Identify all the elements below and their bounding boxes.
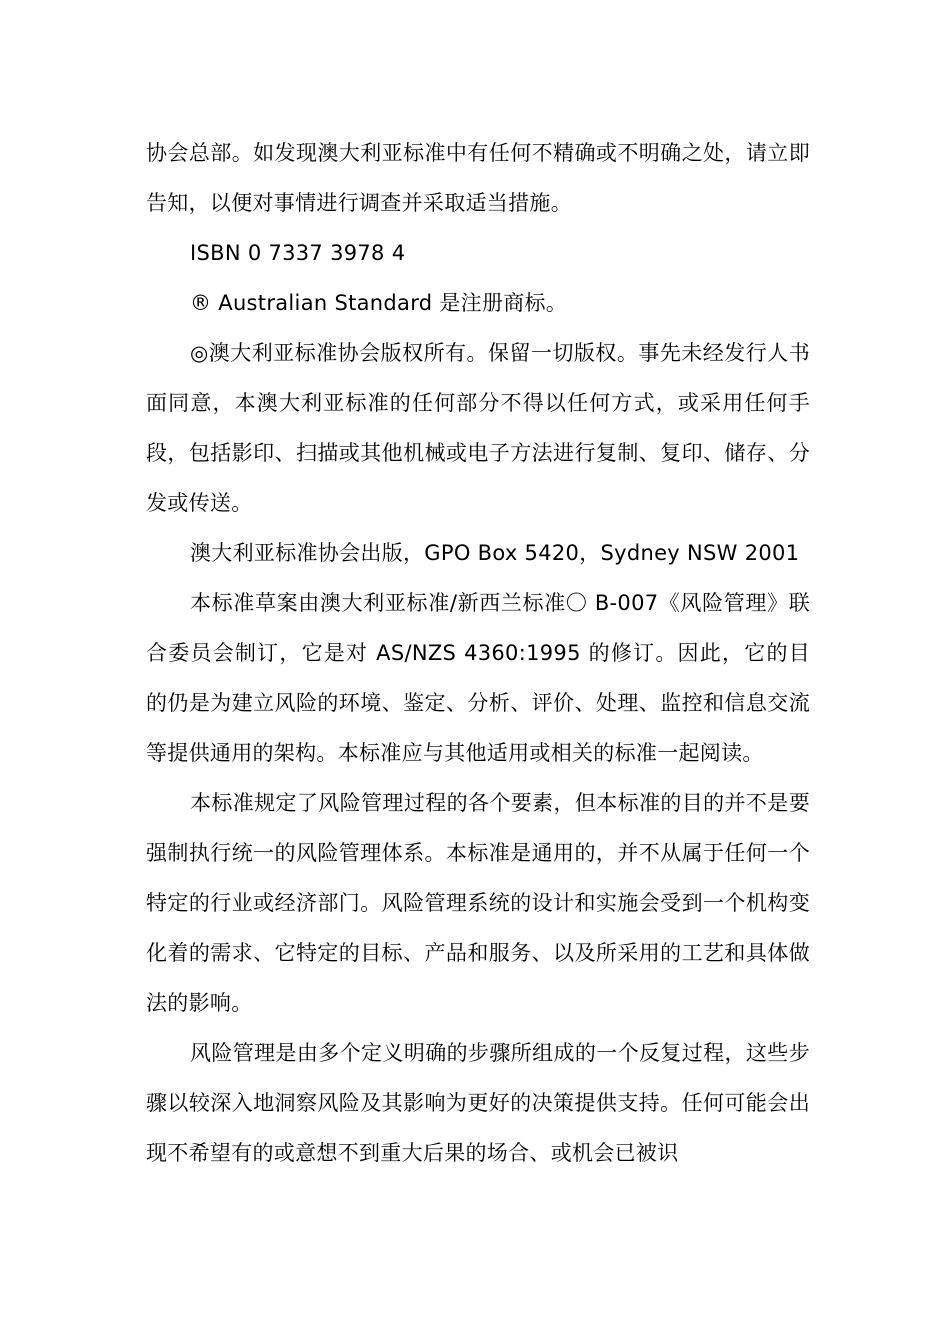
paragraph-process: 风险管理是由多个定义明确的步骤所组成的一个反复过程，这些步骤以较深入地洞察风险及其影响为更好的决策提供支持。任何可能会出现不希望有的或意想不到重大后果的场合、或机会已被识 [146, 1041, 810, 1165]
document-body [146, 128, 810, 1178]
paragraph-scope: 本标准规定了风险管理过程的各个要素，但本标准的目的并不是要强制执行统一的风险管理体系。本标准是通用的，并不从属于任何一个特定的行业或经济部门。风险管理系统的设计和实施会受到一个机构变化着的需求、它特定的目标、产品和服务、以及所采用的工艺和具体做法的影响。 [146, 791, 810, 1015]
paragraph-trademark: ® Australian Standard 是注册商标。 [190, 291, 568, 315]
paragraph-isbn: ISBN 0 7337 3978 4 [190, 241, 406, 265]
paragraph-preface: 本标准草案由澳大利亚标准/新西兰标准〇 B-007《风险管理》联合委员会制订，它是对 AS/NZS 4360:1995 的修订。因此，它的目的仍是为建立风险的环境、鉴定、分析、评价、处理、监控和信息交流等提供通用的架构。本标准应与其他适用或相关的标准一起阅读。 [146, 591, 810, 765]
paragraph-continuation: 协会总部。如发现澳大利亚标准中有任何不精确或不明确之处，请立即告知，以便对事情进行调查并采取适当措施。 [146, 141, 810, 215]
paragraph-publisher: 澳大利亚标准协会出版，GPO Box 5420，Sydney NSW 2001 [190, 541, 800, 565]
paragraph-copyright: ◎澳大利亚标准协会版权所有。保留一切版权。事先未经发行人书面同意，本澳大利亚标准的任何部分不得以任何方式，或采用任何手段，包括影印、扫描或其他机械或电子方法进行复制、复印、储存、分发或传送。 [146, 341, 810, 515]
